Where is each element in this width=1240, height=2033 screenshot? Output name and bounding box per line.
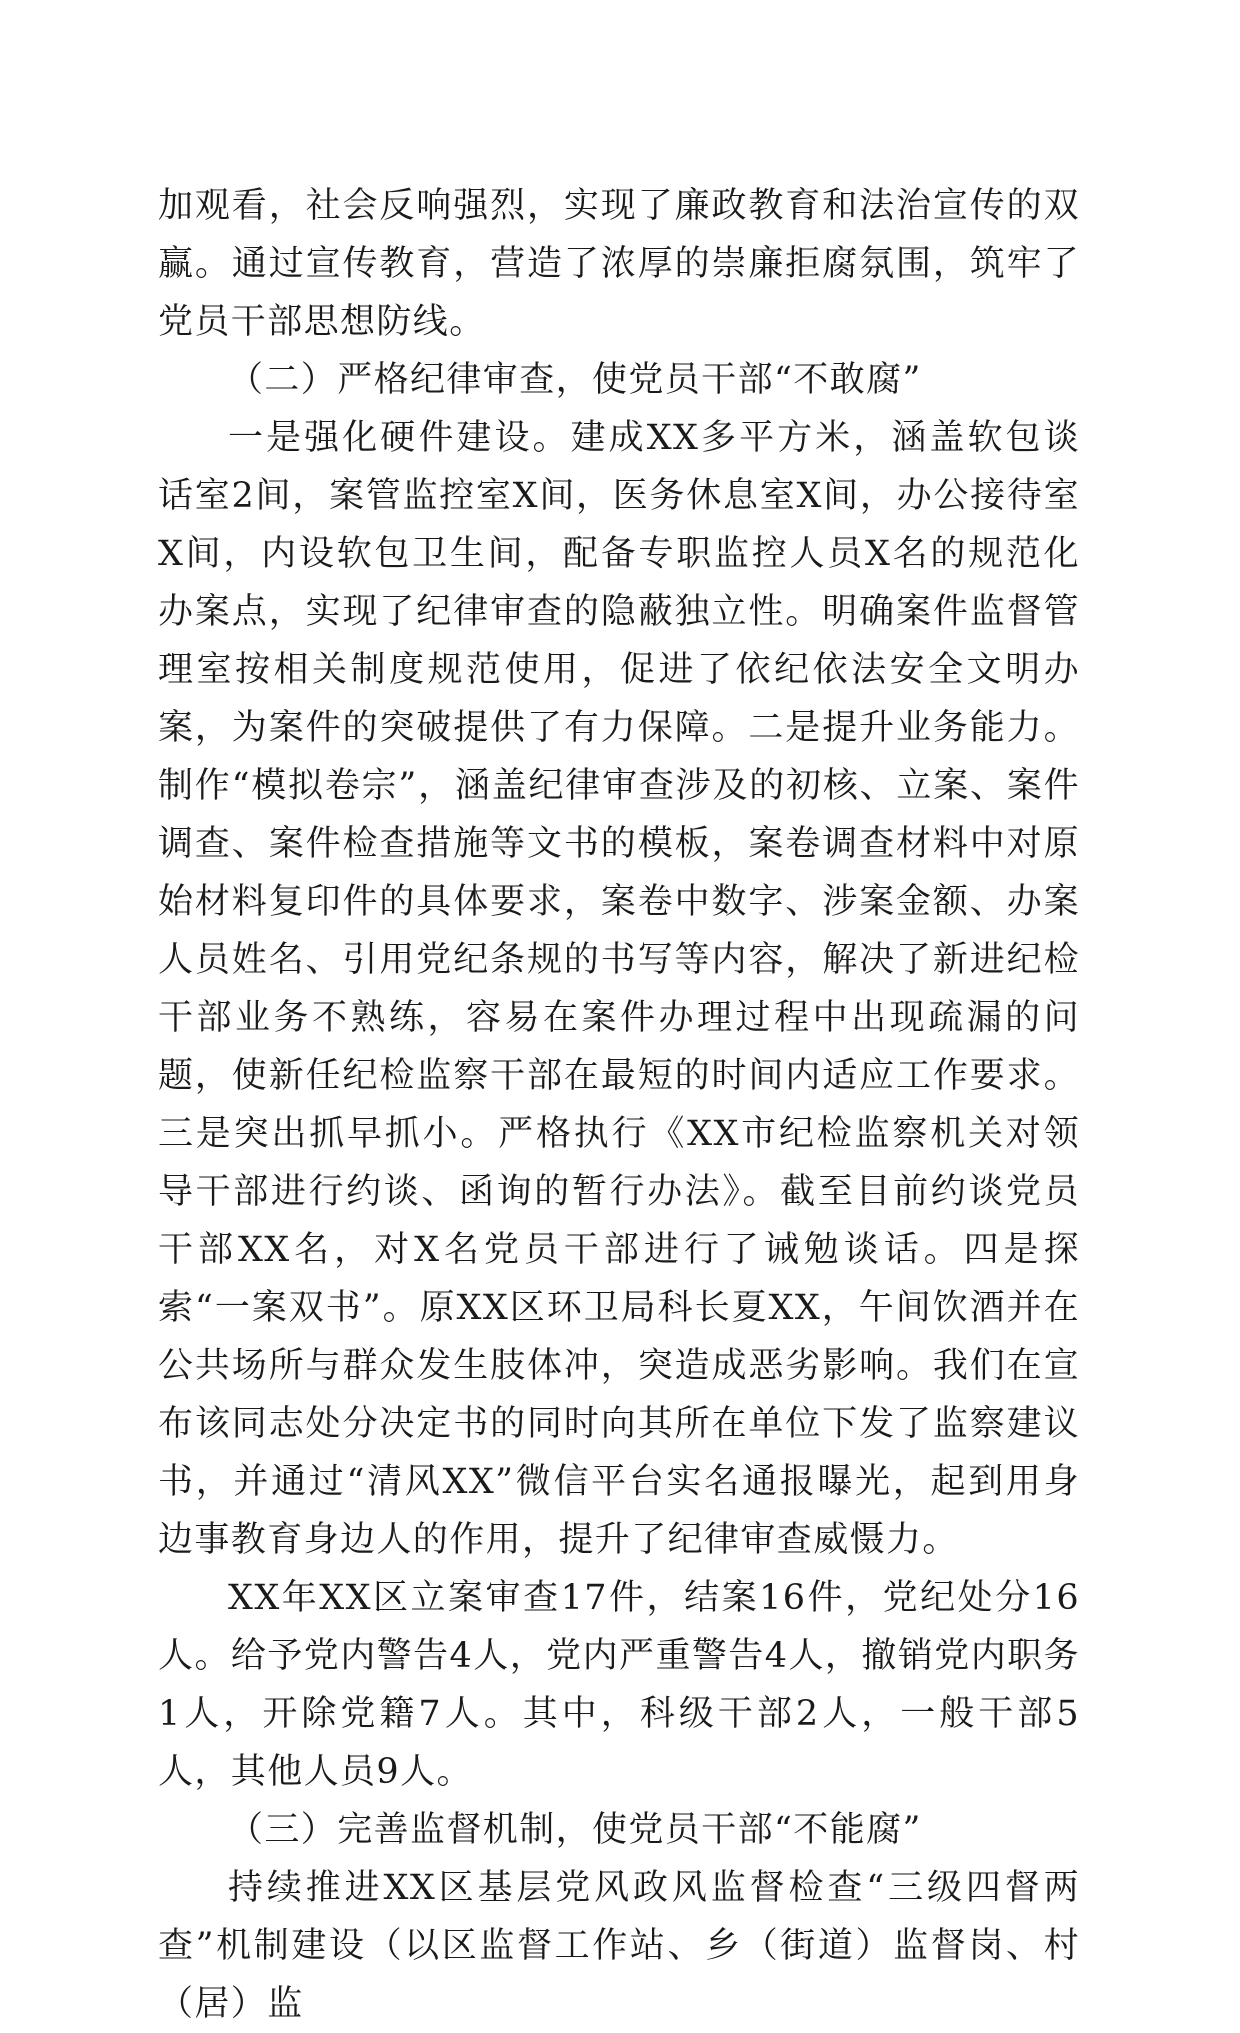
paragraph-case-statistics: XX年XX区立案审查17件，结案16件，党纪处分16人。给予党内警告4人，党内严重警告4人，撤销党内职务1人，开除党籍7人。其中，科级干部2人，一般干部5人，其他人员9人。 — [158, 1578, 1080, 1792]
paragraph-discipline-review: 一是强化硬件建设。建成XX多平方米，涵盖软包谈话室2间，案管监控室X间，医务休息室X间，办公接待室X间，内设软包卫生间，配备专职监控人员X名的规范化办案点，实现了纪律审查的隐蔽独立性。明确案件监督管理室按相关制度规范使用，促进了依纪依法安全文明办案，为案件的突破提供了有力保障。二是提升业务能力。制作“模拟卷宗”，涵盖纪律审查涉及的初核、立案、案件调查、案件检查措施等文书的模板，案卷调查材料中对原始材料复印件的具体要求，案卷中数字、涉案金额、办案人员姓名、引用党纪条规的书写等内容，解决了新进纪检干部业务不熟练，容易在案件办理过程中出现疏漏的问题，使新任纪检监察干部在最短的时间内适应工作要求。三是突出抓早抓小。严格执行《XX市纪检监察机关对领导干部进行约谈、函询的暂行办法》。截至目前约谈党员干部XX名，对X名党员干部进行了诫勉谈话。四是探索“一案双书”。原XX区环卫局科长夏XX，午间饮酒并在公共场所与群众发生肢体冲，突造成恶劣影响。我们在宣布该同志处分决定书的同时向其所在单位下发了监察建议书，并通过“清风XX”微信平台实名通报曝光，起到用身边事教育身边人的作用，提升了纪律审查威慑力。 — [158, 418, 1080, 1560]
section-heading-3: （三）完善监督机制，使党员干部“不能腐” — [228, 1810, 922, 1850]
paragraph-continuation: 加观看，社会反响强烈，实现了廉政教育和法治宣传的双赢。通过宣传教育，营造了浓厚的崇廉拒腐氛围，筑牢了党员干部思想防线。 — [158, 186, 1080, 342]
document-page — [158, 177, 1080, 2033]
section-heading-2: （二）严格纪律审查，使党员干部“不敢腐” — [228, 360, 922, 400]
paragraph-supervision-mechanism: 持续推进XX区基层党风政风监督检查“三级四督两查”机制建设（以区监督工作站、乡（街道）监督岗、村（居）监 — [158, 1868, 1080, 2024]
